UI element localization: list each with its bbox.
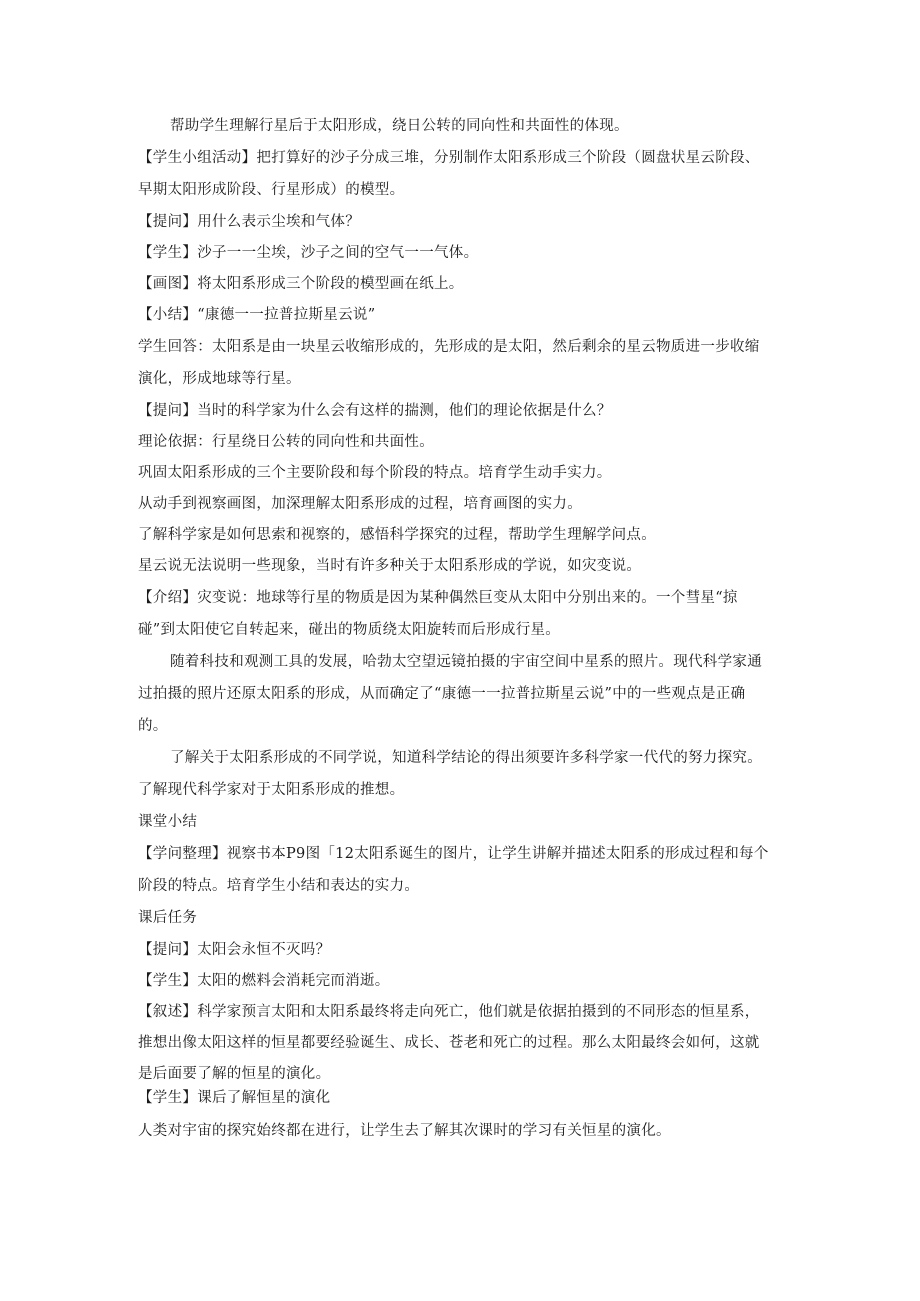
paragraph-line: 过拍摄的照片还原太阳系的形成，从而确定了“康德一一拉普拉斯星云说”中的一些观点是正确 xyxy=(138,686,746,702)
paragraph-line: 【提问】太阳会永恒不灭吗？ xyxy=(138,942,331,958)
paragraph-line: 阶段的特点。培育学生小结和表达的实力。 xyxy=(138,878,420,894)
paragraph-line: 【学生】课后了解恒星的演化 xyxy=(138,1090,331,1106)
paragraph-line: 推想出像太阳这样的恒星都要经验诞生、成长、苍老和死亡的过程。那么太阳最终会如何，这就 xyxy=(138,1035,760,1051)
paragraph-line: 早期太阳形成阶段、行星形成）的模型。 xyxy=(138,182,405,198)
paragraph-line: 学生回答：太阳系是由一块星云收缩形成的，先形成的是太阳，然后剩余的星云物质进一步收缩 xyxy=(138,339,760,355)
paragraph-line: 【叙述】科学家预言太阳和太阳系最终将走向死亡，他们就是依据拍摄到的不同形态的恒星系， xyxy=(138,1004,760,1020)
paragraph-line: 随着科技和观测工具的发展，哈勃太空望远镜拍摄的宇宙空间中星系的照片。现代科学家通 xyxy=(170,654,762,670)
paragraph-line: 帮助学生理解行星后于太阳形成，绕日公转的同向性和共面性的体现。 xyxy=(170,118,629,134)
paragraph-line: 【介绍】灾变说：地球等行星的物质是因为某种偶然巨变从太阳中分别出来的。一个彗星“掠 xyxy=(138,590,738,606)
paragraph-line: 【小结】“康德一一拉普拉斯星云说” xyxy=(138,307,376,323)
paragraph-line: 演化，形成地球等行星。 xyxy=(138,371,301,387)
paragraph-line: 了解科学家是如何思索和视察的，感悟科学探究的过程，帮助学生理解学问点。 xyxy=(138,527,656,543)
section-heading: 课堂小结 xyxy=(138,814,198,830)
paragraph-line: 了解现代科学家对于太阳系形成的推想。 xyxy=(138,782,405,798)
paragraph-line: 【画图】将太阳系形成三个阶段的模型画在纸上。 xyxy=(138,276,464,292)
paragraph-line: 【提问】用什么表示尘埃和气体？ xyxy=(138,214,360,230)
paragraph-line: 碰”到太阳使它自转起来，碰出的物质绕太阳旋转而后形成行星。 xyxy=(138,622,561,638)
paragraph-line: 人类对宇宙的探究始终都在进行，让学生去了解其次课时的学习有关恒星的演化。 xyxy=(138,1123,671,1139)
paragraph-line: 理论依据：行星绕日公转的同向性和共面性。 xyxy=(138,434,434,450)
paragraph-line: 【学问整理】视察书本P9图「12太阳系诞生的图片，让学生讲解并描述太阳系的形成过程和每个 xyxy=(138,846,769,862)
paragraph-line: 【学生】沙子一一尘埃，沙子之间的空气一一气体。 xyxy=(138,245,479,261)
paragraph-line: 巩固太阳系形成的三个主要阶段和每个阶段的特点。培育学生动手实力。 xyxy=(138,465,612,481)
paragraph-line: 【学生小组活动】把打算好的沙子分成三堆，分别制作太阳系形成三个阶段（圆盘状星云阶段、 xyxy=(138,150,760,166)
paragraph-line: 星云说无法说明一些现象，当时有许多种关于太阳系形成的学说，如灾变说。 xyxy=(138,558,642,574)
paragraph-line: 了解关于太阳系形成的不同学说，知道科学结论的得出须要许多科学家一代代的努力探究。 xyxy=(170,750,762,766)
section-heading: 课后任务 xyxy=(138,910,198,926)
paragraph-line: 【提问】当时的科学家为什么会有这样的揣测，他们的理论依据是什么？ xyxy=(138,403,612,419)
paragraph-line: 是后面要了解的恒星的演化。 xyxy=(138,1066,331,1082)
paragraph-line: 从动手到视察画图，加深理解太阳系形成的过程，培育画图的实力。 xyxy=(138,496,582,512)
paragraph-line: 的。 xyxy=(138,718,168,734)
paragraph-line: 【学生】太阳的燃料会消耗完而消逝。 xyxy=(138,973,390,989)
